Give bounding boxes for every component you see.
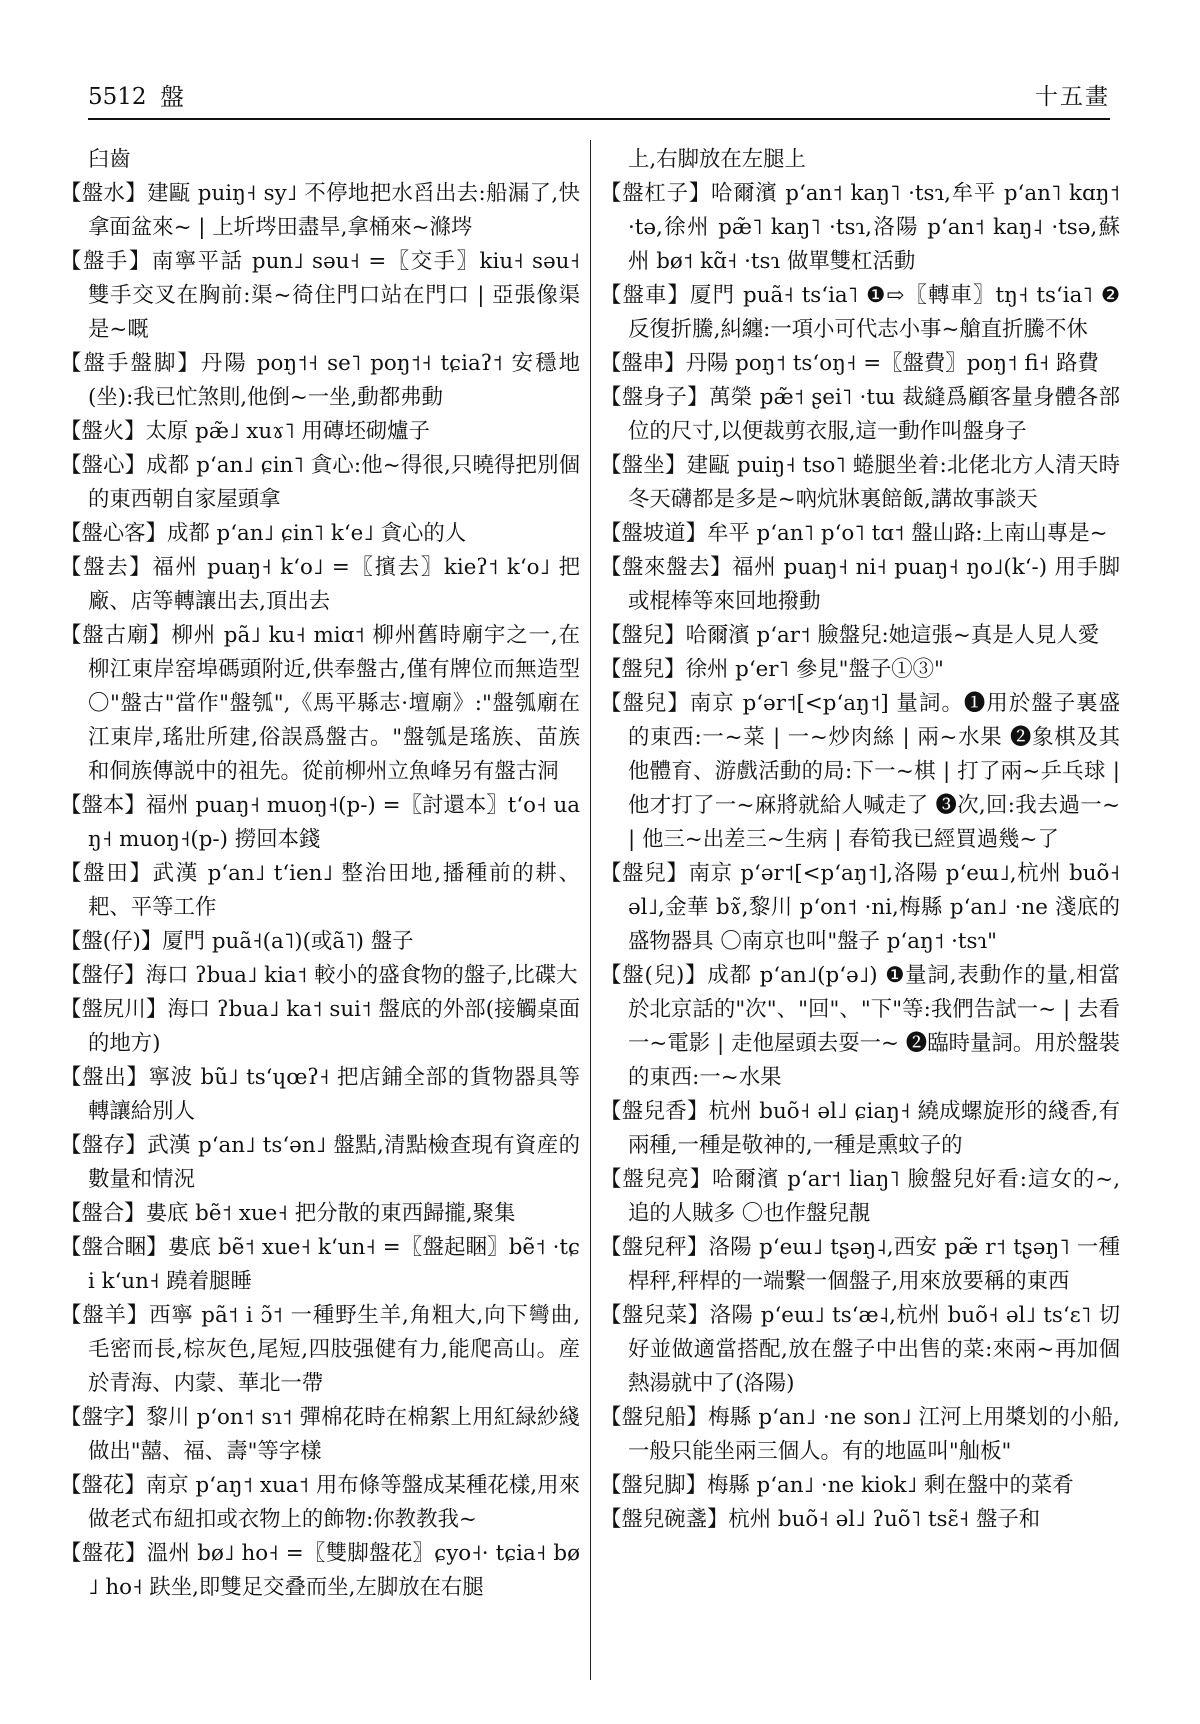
dictionary-entry: 【盤兒】南京 pʻər˦[<pʻaŋ˦] 量詞。❶用於盤子裏盛的東西:一~菜 | 一~炒肉絲 | 兩~水果 ❷象棋及其他體育、游戲活動的局:下一~棋 | 打了兩~乒乓球 | 他才打了一~麻將就給人喊走了 ❸次,回:我去過一~ | 他三~出差三~生病 | 春筍我已經買過幾~了: [600, 691, 1120, 852]
dictionary-entry: 【盤兒香】杭州 buõ˧ əl˩ ɕiaŋ˧ 繞成螺旋形的綫香,有兩種,一種是敬神的,一種是熏蚊子的: [600, 1099, 1120, 1158]
page-headword: 盤: [160, 83, 184, 111]
column-divider: [590, 140, 591, 1680]
dictionary-entry: 【盤字】黎川 pʻon˦ sɿ˦ 彈棉花時在棉絮上用紅緑紗綫做出"囍、福、壽"等字樣: [60, 1405, 580, 1464]
dictionary-entry: 【盤兒碗盞】杭州 buõ˧ əl˩ ʔuõ˥ tsɛ̃˧ 盤子和: [600, 1507, 1041, 1532]
dictionary-entry: 【盤坐】建甌 puiŋ˧ tso˥ 蜷腿坐着:北佬北方人清天時冬天礴都是多是~吶炕牀裏餢飯,講故事談天: [600, 453, 1120, 512]
dictionary-entry: 【盤合睏】婁底 bẽ˦ xue˧ kʻun˧ =〖盤起睏〗bẽ˦ ·tɕi kʻun˧ 蹺着腿睡: [60, 1235, 580, 1294]
dictionary-entry: 上,右脚放在左腿上: [628, 147, 806, 172]
dictionary-entry: 【盤兒】徐州 pʻer˥ 參見"盤子①③": [600, 657, 944, 682]
dictionary-entry: 【盤手盤脚】丹陽 poŋ˦˧ se˥ poŋ˦˧ tɕiaʔ˦ 安穩地(坐):我已忙煞則,他倒~一坐,動都弗動: [60, 351, 580, 410]
stroke-section: 十五畫: [1035, 84, 1110, 110]
dictionary-entry: 【盤兒】哈爾濱 pʻar˦ 臉盤兒:她這張~真是人見人愛: [600, 623, 1100, 648]
dictionary-entry: 【盤兒亮】哈爾濱 pʻar˦ liaŋ˥ 臉盤兒好看:這女的~,追的人賊多 〇也作盤兒靚: [600, 1167, 1120, 1226]
dictionary-entry: 【盤兒菜】洛陽 pʻeɯ˩ tsʻæ˨,杭州 buõ˧ əl˩ tsʻɛ˥ 切好並做適當搭配,放在盤子中出售的菜:來兩~再加個熱湯就中了(洛陽): [600, 1303, 1120, 1396]
dictionary-entry: 【盤合】婁底 bẽ˦ xue˧ 把分散的東西歸攏,聚集: [60, 1201, 516, 1226]
page-number: 5512: [88, 84, 147, 110]
dictionary-entry: 【盤羊】西寧 pã˦ i ɔ̃˦ 一種野生羊,角粗大,向下彎曲,毛密而長,棕灰色,尾短,四肢强健有力,能爬高山。産於青海、内蒙、華北一帶: [60, 1303, 580, 1396]
dictionary-entry: 【盤坡道】牟平 pʻan˥ pʻo˥ tɑ˦ 盤山路:上南山專是~: [600, 521, 1108, 546]
page-header: [88, 82, 1110, 112]
dictionary-entry: 【盤(兒)】成都 pʻan˩(pʻə˩) ❶量詞,表動作的量,相當於北京話的"次"、"回"、"下"等:我們告試一~ | 去看一~電影 | 走他屋頭去耍一~ ❷臨時量詞。用於盤裝的東西:一~水果: [600, 963, 1120, 1090]
dictionary-entry: 【盤身子】萬榮 pæ̃˦ ʂei˥ ·tɯ 裁縫爲顧客量身體各部位的尺寸,以便裁剪衣服,這一動作叫盤身子: [600, 385, 1120, 444]
dictionary-entry: 【盤古廟】柳州 pã˩ ku˧ miɑ˦ 柳州舊時廟宇之一,在柳江東岸窑埠碼頭附近,供奉盤古,僅有牌位而無造型 〇"盤古"當作"盤瓠",《馬平縣志·壇廟》:"盤瓠廟在江東岸,瑤壯所建,俗誤爲盤古。"盤瓠是瑤族、苗族和侗族傳説中的祖先。從前柳州立魚峰另有盤古洞: [60, 623, 580, 784]
dictionary-entry: 臼齒: [88, 147, 131, 172]
dictionary-entry: 【盤來盤去】福州 puaŋ˧ ni˧ puaŋ˧ ŋo˩(kʻ-) 用手脚或棍棒等來回地撥動: [600, 555, 1120, 614]
dictionary-entry: 【盤兒船】梅縣 pʻan˩ ·ne son˩ 江河上用槳划的小船,一般只能坐兩三個人。有的地區叫"舢板": [600, 1405, 1120, 1464]
dictionary-entry: 【盤兒】南京 pʻər˦[<pʻaŋ˦],洛陽 pʻeɯ˩,杭州 buõ˧ əl˩,金華 bɤ̃,黎川 pʻon˦ ·ni,梅縣 pʻan˩ ·ne 淺底的盛物器具 〇南京也叫"盤子 pʻaŋ˦ ·tsɿ": [600, 861, 1120, 954]
dictionary-entry: 【盤兒脚】梅縣 pʻan˩ ·ne kiok˩ 剩在盤中的菜肴: [600, 1473, 1074, 1498]
dictionary-entry: 【盤車】厦門 puã˧ tsʻia˥ ❶⇨〖轉車〗tŋ˧ tsʻia˥ ❷反復折騰,糾纏:一項小可代志小事~艙直折騰不休: [600, 283, 1120, 342]
dictionary-entry: 【盤手】南寧平話 pun˩ səu˧ =〖交手〗kiu˧ səu˧ 雙手交叉在胸前:渠~徛住門口站在門口 | 亞張像渠是~嘅: [60, 249, 580, 342]
dictionary-entry: 【盤心】成都 pʻan˩ ɕin˥ 貪心:他~得很,只曉得把別個的東西朝自家屋頭拿: [60, 453, 580, 512]
dictionary-entry: 【盤花】溫州 bø˩ ho˧ =〖雙脚盤花〗ɕyo˧· tɕia˧ bø˩ ho˧ 趺坐,即雙足交叠而坐,左脚放在右腿: [60, 1541, 580, 1600]
dictionary-entry: 【盤(仔)】厦門 puã˧(a˥)(或ã˥) 盤子: [60, 929, 414, 954]
dictionary-entry: 【盤心客】成都 pʻan˩ ɕin˥ kʻe˩ 貪心的人: [60, 521, 467, 546]
dictionary-entry: 【盤花】南京 pʻaŋ˦ xua˦ 用布條等盤成某種花樣,用來做老式布紐扣或衣物上的飾物:你教教我~: [60, 1473, 580, 1532]
dictionary-entry: 【盤出】寧波 bũ˩ tsʻɥœʔ˧ 把店鋪全部的貨物器具等轉讓給別人: [60, 1065, 580, 1124]
dictionary-entry: 【盤仔】海口 ʔbua˩ kia˦ 較小的盛食物的盤子,比碟大: [60, 963, 578, 988]
dictionary-entry: 【盤存】武漢 pʻan˩ tsʻən˩ 盤點,清點檢查現有資産的數量和情況: [60, 1133, 580, 1192]
dictionary-entry: 【盤兒秤】洛陽 pʻeɯ˩ tʂəŋ˨,西安 pæ̃ r˦ tʂəŋ˥ 一種桿秤,秤桿的一端繫一個盤子,用來放要稱的東西: [600, 1235, 1120, 1294]
dictionary-entry: 【盤串】丹陽 poŋ˦ tsʻoŋ˧ =〖盤費〗poŋ˦ fi˧ 路費: [600, 351, 1099, 376]
dictionary-entry: 【盤尻川】海口 ʔbua˩ ka˦ sui˦ 盤底的外部(接觸桌面的地方): [60, 997, 580, 1056]
left-column: [60, 143, 580, 1605]
dictionary-entry: 【盤火】太原 pæ̃˩ xuɤ˥ 用磚坯砌爐子: [60, 419, 430, 444]
dictionary-entry: 【盤本】福州 puaŋ˧ muoŋ˧(p-) =〖討還本〗tʻo˧ uaŋ˧ muoŋ˧(p-) 撈回本錢: [60, 793, 580, 852]
dictionary-entry: 【盤杠子】哈爾濱 pʻan˦ kaŋ˥ ·tsɿ,牟平 pʻan˥ kɑŋ˦ ·tə,徐州 pæ̃˥ kaŋ˥ ·tsɿ,洛陽 pʻan˦ kaŋ˨ ·tsə,蘇州 bø˦ kɑ̃˧ ·tsɿ 做單雙杠活動: [600, 181, 1120, 274]
header-rule: [88, 118, 1110, 120]
dictionary-entry: 【盤去】福州 puaŋ˧ kʻo˩ =〖擯去〗kieʔ˦ kʻo˩ 把廠、店等轉讓出去,頂出去: [60, 555, 580, 614]
dictionary-entry: 【盤水】建甌 puiŋ˧ sy˩ 不停地把水舀出去:船漏了,快拿面盆來~ | 上圻埁田盡旱,拿桶來~滌埁: [60, 181, 580, 240]
dictionary-entry: 【盤田】武漢 pʻan˩ tʻien˩ 整治田地,播種前的耕、耙、平等工作: [60, 861, 580, 920]
right-column: [600, 143, 1120, 1537]
